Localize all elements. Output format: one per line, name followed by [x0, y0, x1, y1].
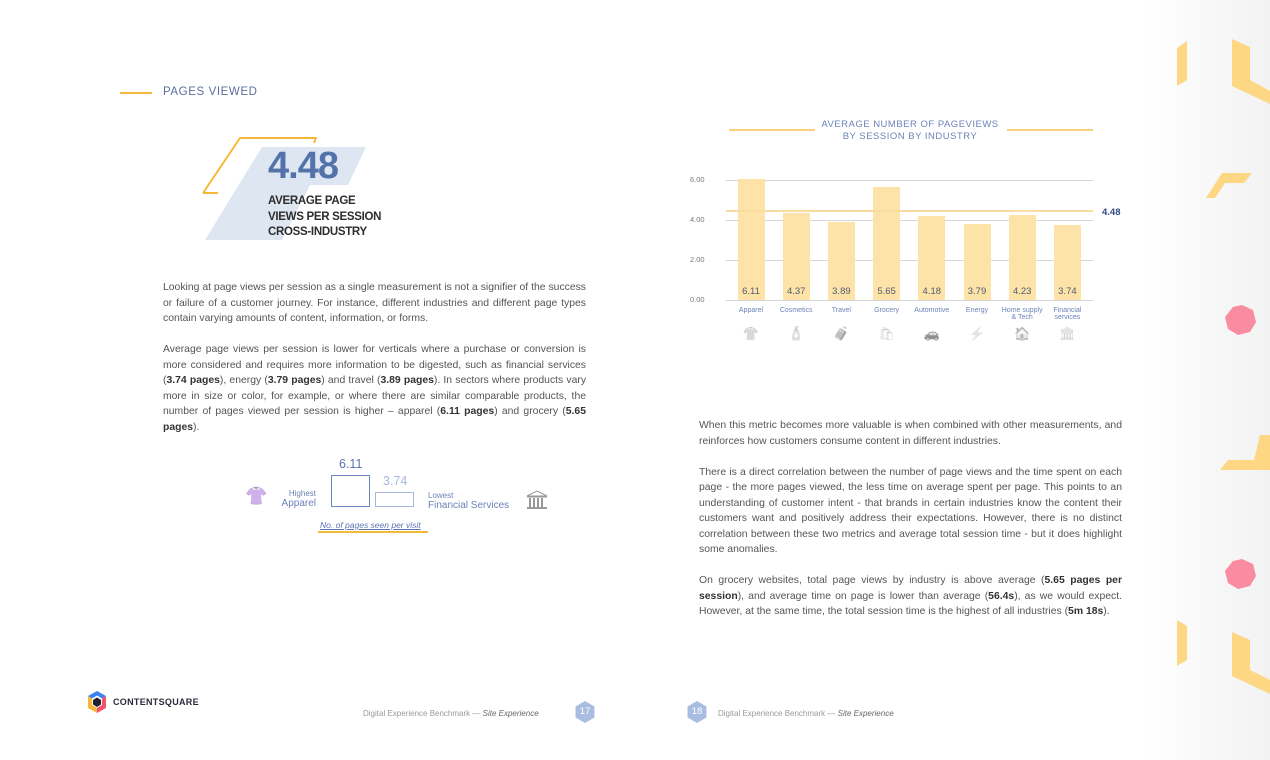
- text-run: ).: [1103, 606, 1110, 617]
- highest-box: [331, 475, 370, 507]
- emphasis: 3.74 pages: [166, 375, 220, 386]
- gridline: [726, 180, 1093, 181]
- bar-value-label: 4.37: [786, 286, 806, 297]
- x-axis-label: [726, 307, 776, 314]
- bar-value-label: 5.65: [877, 286, 896, 297]
- text-run: ).: [193, 421, 200, 433]
- x-axis-label: [862, 307, 912, 314]
- footer-chapter: Site Experience: [837, 709, 894, 718]
- bar-value-label: 3.79: [967, 286, 987, 297]
- x-axis-label: [816, 307, 866, 314]
- kpi-label-line: AVERAGE PAGE: [268, 195, 356, 207]
- lowest-value: 3.74: [383, 474, 408, 488]
- automotive-icon: 🚗: [923, 326, 940, 341]
- text-run: ), as we would expect. However, at the same time, the total session time is the highest of all industries (: [699, 590, 1122, 617]
- lowest-caption: Lowest: [428, 491, 454, 500]
- bar-value-label: 4.18: [922, 286, 942, 297]
- emphasis: 5m 18s: [1068, 606, 1104, 617]
- y-tick-label: 2.00: [690, 255, 705, 264]
- lowest-label: [428, 491, 509, 511]
- bar-value-label: 6.11: [742, 286, 760, 297]
- contentsquare-logo-icon: [86, 690, 108, 714]
- x-axis-label: [952, 307, 1002, 314]
- text-run: Average page views per session is lower for verticals where a purchase or conversion is more considered and requires more information to be digested, such as financial services (: [163, 344, 586, 386]
- highest-value: 6.11: [339, 457, 363, 471]
- footer-right-text: [718, 709, 894, 718]
- gridline: [726, 220, 1093, 221]
- section-accent-line: [120, 92, 152, 94]
- lowest-name: Financial Services: [428, 500, 510, 511]
- bar-value-label: 3.74: [1058, 286, 1077, 297]
- text-run: There is a direct correlation between the number of page views and the time spent on each page - the more pages viewed, the less time on average spent per page. This points to an understanding of customer intent - that brands in certain industries know the content their customers want and positively address their expectations. However, there is no distinct correlation between these two metrics and average total session time - but it does highlight some anomalies.: [699, 466, 1122, 555]
- x-axis-label-line: Travel: [831, 307, 851, 314]
- kpi-label: [268, 194, 381, 241]
- page-number-left: 17: [579, 706, 591, 717]
- kpi-label-line: CROSS-INDUSTRY: [268, 226, 367, 238]
- x-axis-label-line: & Tech: [1011, 314, 1033, 321]
- highest-caption: Highest: [288, 489, 316, 498]
- emphasis: 6.11 pages: [440, 406, 495, 417]
- x-axis-label-line: Grocery: [874, 307, 900, 314]
- x-axis-label: [907, 307, 957, 314]
- lowest-box: [375, 492, 414, 507]
- energy-icon: ⚡: [968, 326, 986, 341]
- chart-title: [810, 119, 1010, 143]
- cosmetics-icon: 🧴: [788, 326, 805, 341]
- paragraph: [699, 465, 1122, 558]
- kpi-label-line: VIEWS PER SESSION: [268, 210, 382, 223]
- emphasis: 5.65 pages: [163, 406, 586, 433]
- left-body-text: [163, 280, 586, 435]
- y-tick-label: 4.00: [690, 215, 705, 224]
- home-tech-icon: 🏠: [1014, 326, 1031, 341]
- highest-name: Apparel: [281, 498, 316, 509]
- bar-grocery: [873, 187, 900, 300]
- bar-value-label: 3.89: [832, 286, 851, 297]
- text-run: ) and grocery (: [494, 406, 566, 417]
- text-run: ). In sectors where products vary more in size or color, for example, or where there are similar comparable products, the number of pages viewed per session is higher – apparel (: [163, 375, 587, 417]
- highest-label: [270, 489, 316, 509]
- x-axis-label-line: Cosmetics: [779, 307, 813, 314]
- page-number-right: 18: [691, 706, 703, 717]
- x-axis-label-line: Financial: [1053, 307, 1082, 314]
- x-axis-label-line: services: [1054, 314, 1081, 321]
- emphasis: 3.79 pages: [267, 375, 322, 386]
- right-body-text: [699, 418, 1122, 620]
- text-run: On grocery websites, total page views by industry is above average (: [699, 575, 1045, 586]
- apparel-icon: 👚: [742, 326, 760, 341]
- emphasis: 56.4s: [988, 590, 1015, 602]
- bar-value-label: 4.23: [1012, 286, 1032, 297]
- section-title: PAGES VIEWED: [163, 86, 258, 98]
- decorative-shapes: [1170, 30, 1270, 710]
- y-tick-label: 6.00: [690, 175, 705, 184]
- x-axis-label: [997, 307, 1047, 321]
- bank-icon: [526, 490, 548, 510]
- paragraph: [163, 280, 586, 327]
- x-axis-label-line: Energy: [965, 307, 989, 314]
- paragraph: [699, 573, 1122, 620]
- text-run: When this metric becomes more valuable is when combined with other measurements, and reinforces how customers consume content in different industries.: [699, 420, 1122, 447]
- x-axis-label-line: Apparel: [738, 307, 764, 314]
- apparel-icon: 👚: [245, 486, 268, 506]
- average-reference-line: [726, 210, 1093, 212]
- gridline: [726, 300, 1093, 301]
- gridline: [726, 260, 1093, 261]
- emphasis: 5.65 pages per session: [699, 575, 1122, 602]
- x-axis-label-line: Home supply: [1001, 307, 1043, 314]
- footer-title: Digital Experience Benchmark —: [363, 709, 483, 718]
- chart-title-line: AVERAGE NUMBER OF PAGEVIEWS: [821, 119, 999, 130]
- y-tick-label: 0.00: [690, 295, 705, 304]
- bar-apparel: [738, 179, 765, 300]
- footer-title: Digital Experience Benchmark —: [718, 709, 838, 718]
- chart-title-line: BY SESSION BY INDUSTRY: [842, 131, 978, 142]
- kpi-block: [268, 146, 381, 241]
- caption-underline: [318, 531, 428, 533]
- x-axis-label-line: Automotive: [914, 307, 950, 314]
- brand-name: CONTENTSQUARE: [113, 697, 199, 707]
- bank-icon: 🏛: [1059, 326, 1076, 341]
- chart-title-line-left: [729, 129, 815, 131]
- emphasis: 3.89 pages: [380, 375, 434, 386]
- paragraph: [699, 418, 1122, 449]
- text-run: ) and travel (: [321, 375, 381, 386]
- chart-title-line-right: [1007, 129, 1093, 131]
- average-reference-label: 4.48: [1102, 207, 1121, 218]
- text-run: ), energy (: [219, 375, 268, 386]
- paragraph: [163, 342, 586, 435]
- footer-left-text: [363, 709, 539, 718]
- text-run: ), and average time on page is lower than average (: [737, 590, 989, 602]
- grocery-icon: 🛍: [878, 326, 895, 341]
- kpi-value: 4.48: [268, 145, 338, 187]
- comparison-caption: No. of pages seen per visit: [320, 520, 421, 530]
- travel-icon: 🧳: [833, 326, 850, 341]
- x-axis-label: [1042, 307, 1092, 321]
- text-run: Looking at page views per session as a single measurement is not a signifier of the success or failure of a customer journey. For instance, different industries and different page types contain varying amounts of content, information, or forms.: [163, 282, 586, 324]
- x-axis-label: [771, 307, 821, 314]
- footer-chapter: Site Experience: [482, 709, 539, 718]
